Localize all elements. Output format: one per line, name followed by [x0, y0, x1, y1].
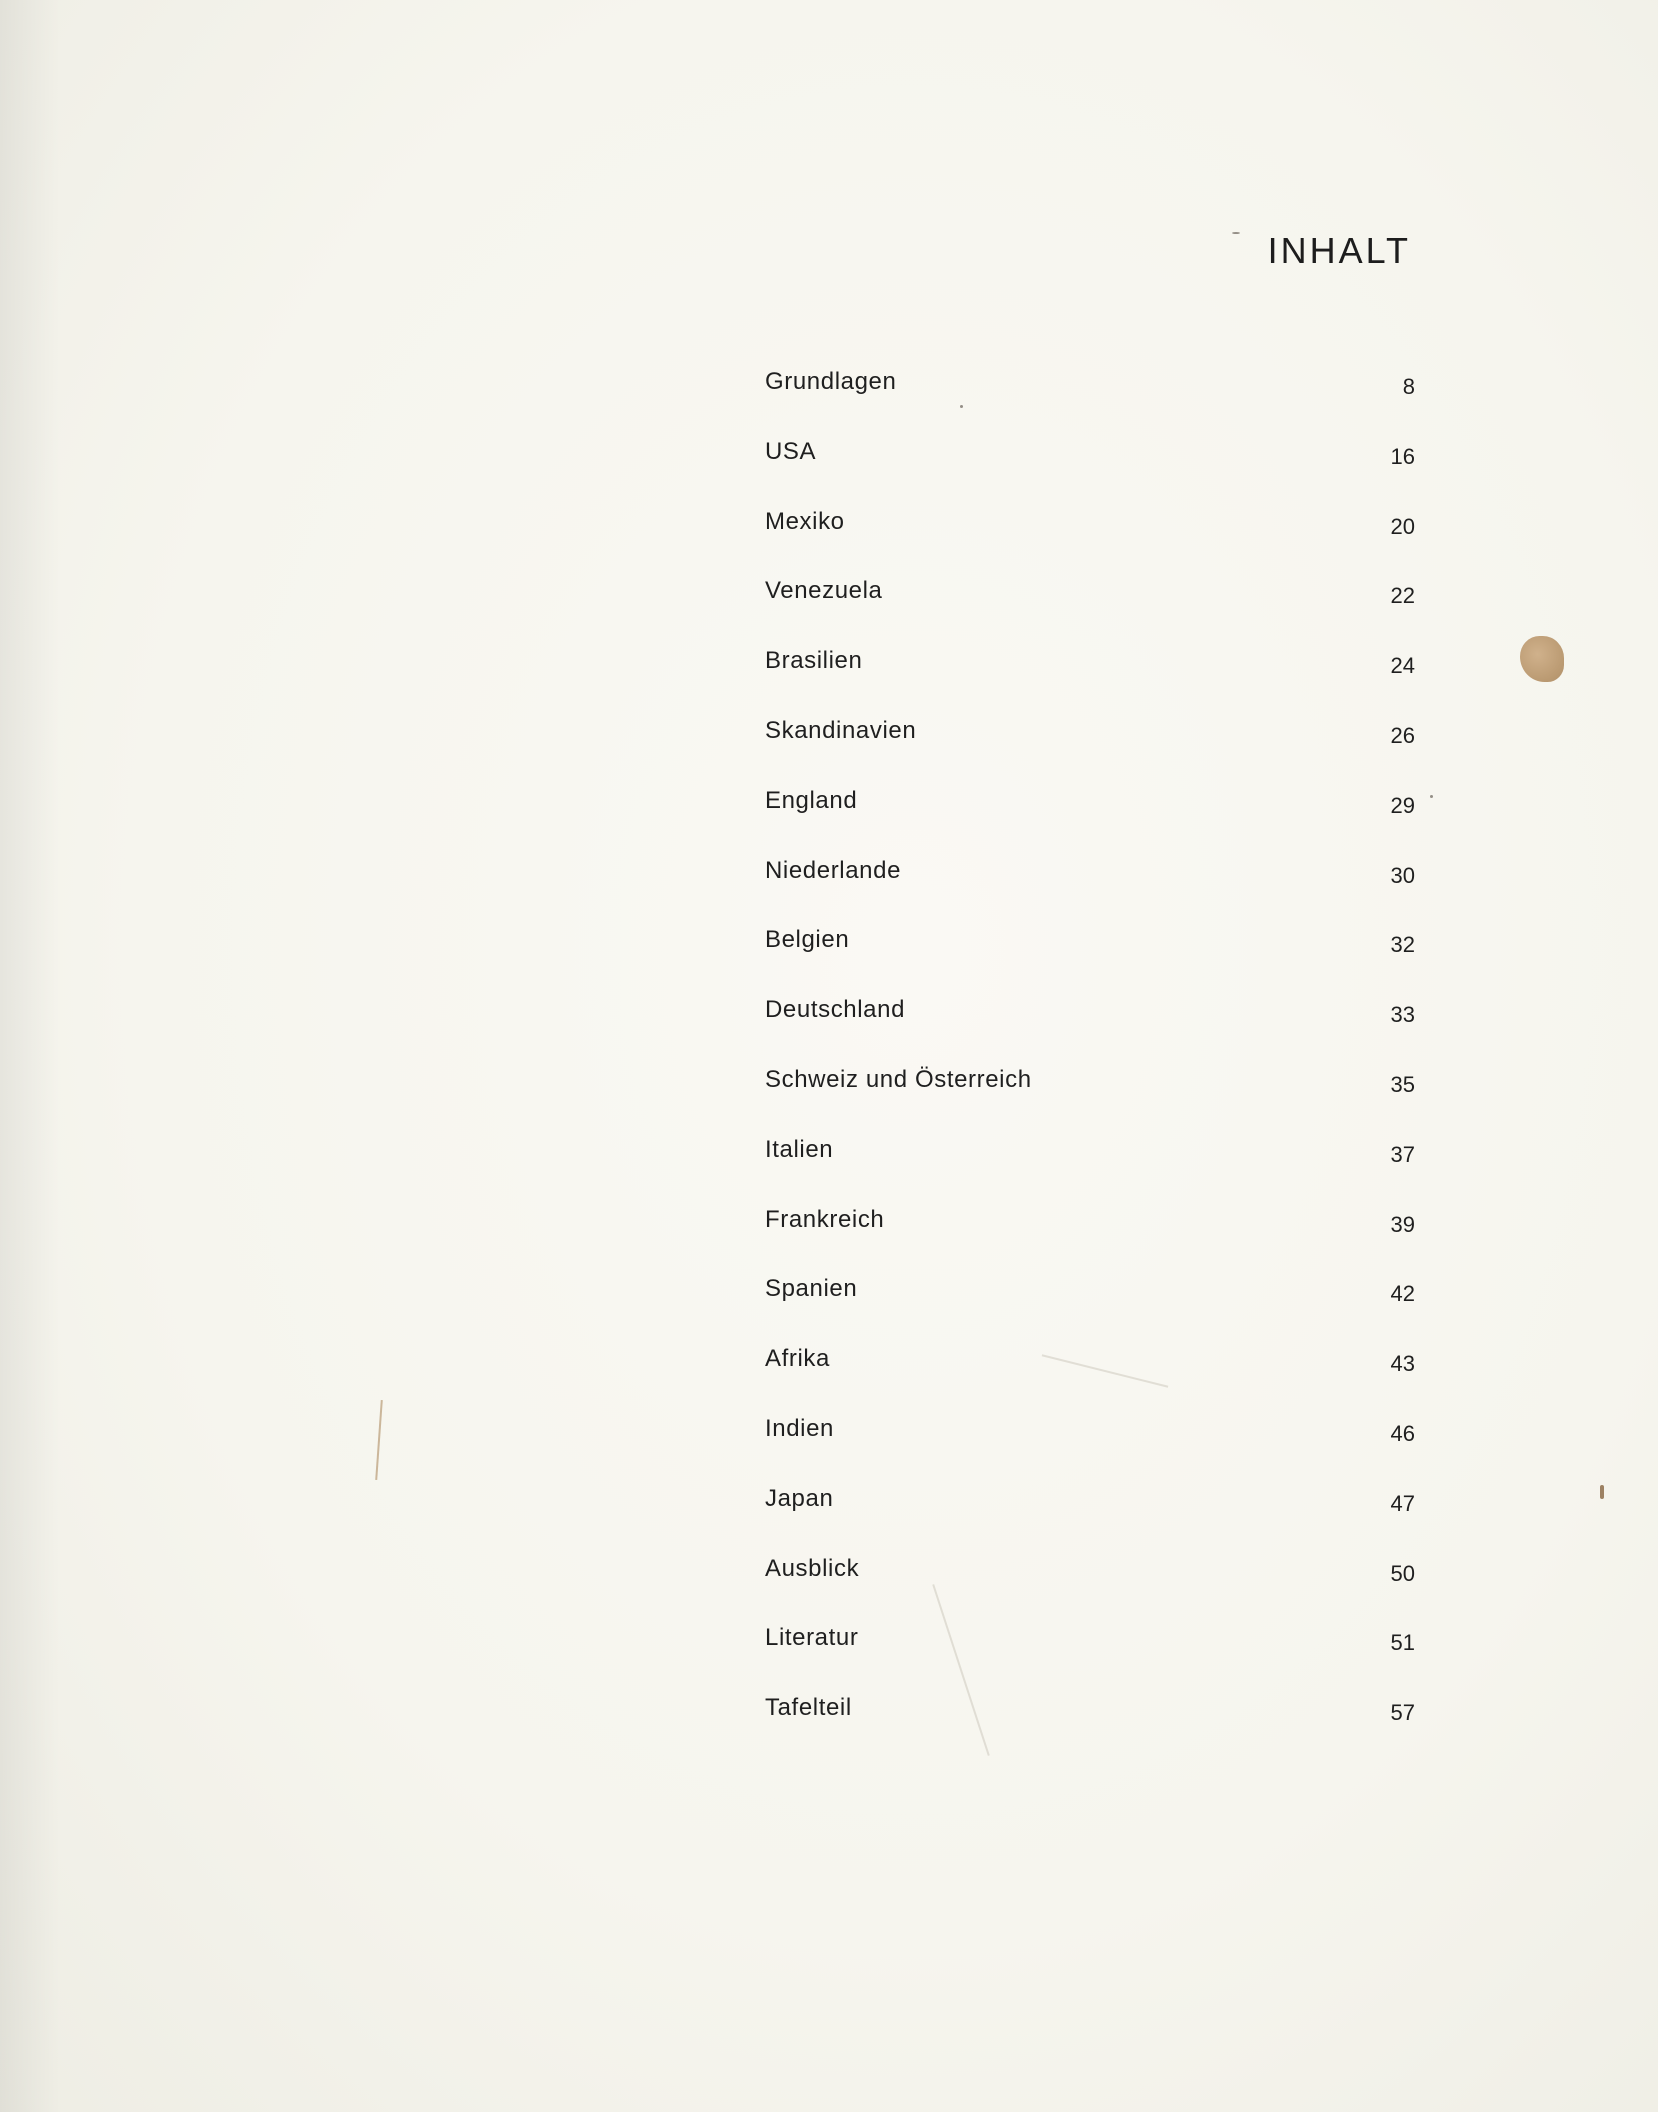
toc-entry	[765, 577, 1415, 647]
toc-entry	[765, 1275, 1415, 1345]
toc-entry	[765, 787, 1415, 857]
toc-entry-page-number: 26	[1390, 722, 1415, 748]
toc-entry	[765, 926, 1415, 996]
toc-entry-page-number: 16	[1390, 443, 1415, 469]
paper-speck	[1600, 1485, 1604, 1499]
paper-speck	[960, 405, 963, 408]
page-edge-shadow	[0, 0, 60, 2112]
paper-scratch	[375, 1400, 383, 1480]
toc-entry	[765, 1624, 1415, 1694]
toc-entry-page-number: 39	[1390, 1211, 1415, 1237]
toc-entry	[765, 1415, 1415, 1485]
toc-entry-label: England	[765, 786, 858, 814]
page-title: INHALT	[1267, 230, 1411, 271]
toc-entry-page-number: 46	[1390, 1420, 1415, 1446]
toc-entry-page-number: 50	[1390, 1560, 1415, 1586]
toc-entry	[765, 508, 1415, 578]
toc-entry-label: Literatur	[765, 1624, 859, 1652]
toc-entry-label: Japan	[765, 1484, 834, 1512]
toc-entry-page-number: 43	[1390, 1351, 1415, 1377]
toc-entry-label: Frankreich	[765, 1205, 885, 1233]
toc-entry-label: Afrika	[765, 1345, 830, 1373]
toc-entry-label: Belgien	[765, 926, 850, 954]
toc-entry	[765, 1066, 1415, 1136]
toc-entry-label: Grundlagen	[765, 368, 897, 395]
paper-speck	[1232, 232, 1240, 234]
toc-entry	[765, 1345, 1415, 1415]
toc-entry-label: Mexiko	[765, 507, 845, 535]
toc-entry-page-number: 57	[1390, 1700, 1415, 1726]
toc-entry	[765, 647, 1415, 717]
toc-entry	[765, 1206, 1415, 1276]
toc-entry-label: Indien	[765, 1414, 834, 1442]
toc-entry-label: Tafelteil	[765, 1694, 852, 1722]
toc-entry-label: Spanien	[765, 1275, 858, 1303]
toc-entry-label: Niederlande	[765, 856, 902, 884]
toc-entry	[765, 1694, 1415, 1764]
toc-entry-page-number: 8	[1402, 374, 1415, 399]
toc-entry	[765, 438, 1415, 508]
toc-entry-label: Deutschland	[765, 996, 906, 1024]
toc-entry-label: Brasilien	[765, 647, 863, 675]
toc-entry-label: Schweiz und Österreich	[765, 1065, 1032, 1093]
toc-entry-page-number: 30	[1390, 862, 1415, 888]
toc-entry-page-number: 29	[1390, 792, 1415, 818]
toc-entry-label: USA	[765, 437, 817, 465]
toc-entry-page-number: 24	[1390, 653, 1415, 679]
toc-entry-page-number: 42	[1390, 1281, 1415, 1307]
toc-entry-label: Italien	[765, 1135, 834, 1163]
toc-entry	[765, 996, 1415, 1066]
toc-entry-page-number: 33	[1390, 1002, 1415, 1028]
table-of-contents	[765, 368, 1415, 1764]
toc-entry	[765, 717, 1415, 787]
toc-entry-label: Ausblick	[765, 1554, 860, 1582]
toc-entry-page-number: 51	[1390, 1630, 1415, 1656]
toc-entry-page-number: 35	[1390, 1071, 1415, 1097]
toc-entry	[765, 857, 1415, 927]
toc-entry	[765, 1555, 1415, 1625]
toc-entry	[765, 1136, 1415, 1206]
paper-speck	[1430, 795, 1433, 798]
toc-entry-page-number: 32	[1390, 932, 1415, 958]
toc-entry	[765, 368, 1415, 438]
toc-entry-label: Skandinavien	[765, 716, 917, 744]
toc-entry-page-number: 22	[1390, 583, 1415, 609]
toc-entry	[765, 1485, 1415, 1555]
toc-entry-page-number: 47	[1390, 1490, 1415, 1516]
toc-entry-page-number: 20	[1390, 513, 1415, 539]
paper-stain	[1520, 636, 1564, 682]
toc-entry-page-number: 37	[1390, 1141, 1415, 1167]
toc-entry-label: Venezuela	[765, 577, 883, 605]
